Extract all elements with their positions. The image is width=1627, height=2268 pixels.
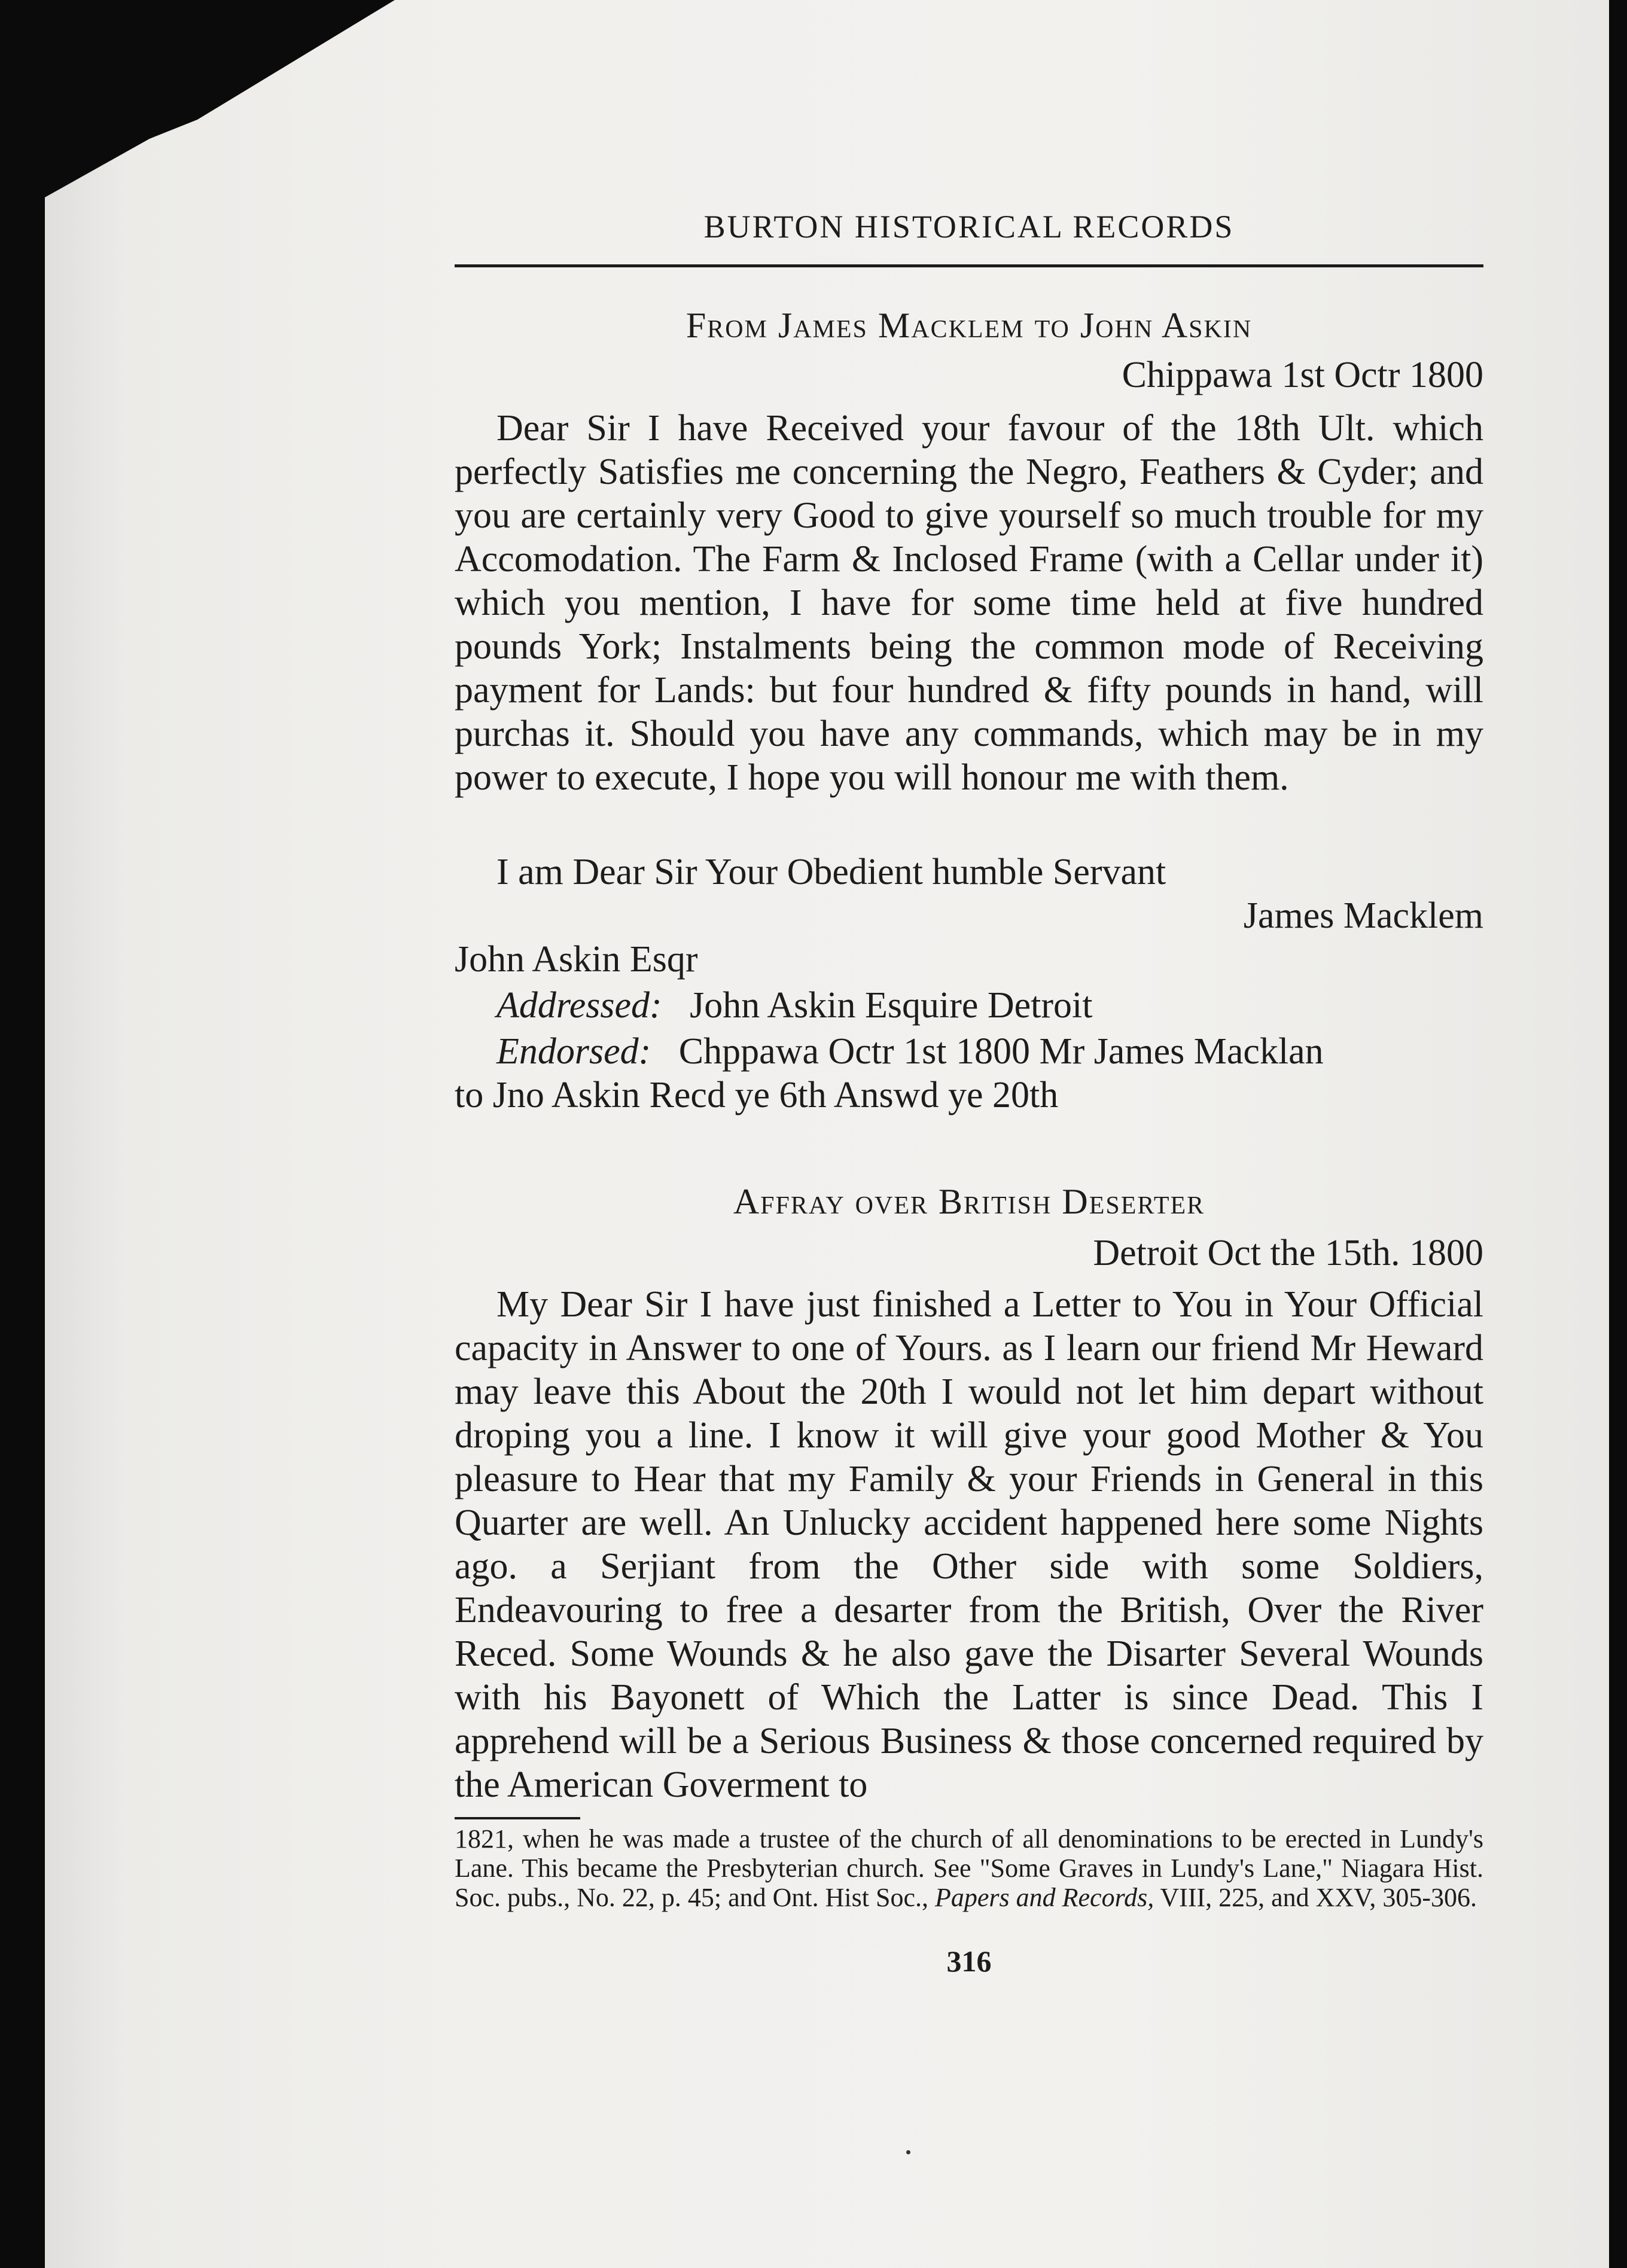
footnote bbox=[455, 1824, 1483, 1912]
letter1-addressed bbox=[496, 984, 1092, 1028]
addressed-text: John Askin Esquire Detroit bbox=[690, 985, 1093, 1026]
footnote-text-end: VIII, 225, and XXV, 305-306. bbox=[1154, 1883, 1477, 1912]
paper-speck bbox=[906, 2150, 910, 2154]
footnote-text: 1821, when he was made a trustee of the church of all denominations to be erected in Lundy's Lane. This became the Presbyterian church. See "Some Graves in Lundy's Lane," Niagara Hist. Soc. pubs., No. 22, p. 45; and Ont. Hist Soc., bbox=[455, 1824, 1483, 1912]
endorsed-text-1: Chppawa Octr 1st 1800 Mr James Macklan bbox=[678, 1031, 1324, 1072]
letter1-body: Dear Sir I have Received your favour of the 18th Ult. which perfectly Satisfies me concerning the Negro, Feathers & Cyder; and you are certainly very Good to give yourself so much trouble for my Accomodation. The Farm & Inclosed Frame (with a Cellar under it) which you mention, I have for some time held at five hundred pounds York; Instalments being the common mode of Receiving payment for Lands: but four hundred & fifty pounds in hand, will purchas it. Should you have any commands, which may be in my power to execute, I hope you will honour me with them. bbox=[455, 408, 1483, 798]
letter2-body: My Dear Sir I have just finished a Letter to You in Your Official capacity in Answer to one of Yours. as I learn our friend Mr Heward may leave this About the 20th I would not let him depart without droping you a line. I know it will give your good Mother & You pleasure to Hear that my Family & your Friends in General in this Quarter are well. An Unlucky accident happened here some Nights ago. a Serjiant from the Other side with some Soldiers, Endeavouring to free a desarter from the British, Over the River Reced. Some Wounds & he also gave the Disarter Several Wounds with his Bayonett of Which the Latter is since Dead. This I apprehend will be a Serious Business & those concerned required by the American Goverment to bbox=[455, 1284, 1483, 1805]
letter2-date: Detroit Oct the 15th. 1800 bbox=[1093, 1233, 1483, 1273]
endorsed-label: Endorsed: bbox=[496, 1031, 651, 1072]
letter1-recipient: John Askin Esqr bbox=[455, 939, 698, 980]
letter1-date: Chippawa 1st Octr 1800 bbox=[1122, 355, 1483, 395]
addressed-label: Addressed: bbox=[496, 985, 662, 1026]
letter1-endorsed bbox=[496, 1030, 1324, 1074]
page-number: 316 bbox=[946, 1944, 992, 1978]
header-rule bbox=[455, 264, 1483, 267]
letter2-heading: Affray over British Deserter bbox=[733, 1182, 1205, 1221]
running-head: BURTON HISTORICAL RECORDS bbox=[703, 209, 1235, 245]
footnote-rule bbox=[455, 1817, 580, 1819]
letter1-heading: From James Macklem to John Askin bbox=[685, 306, 1253, 345]
letter1-closing: I am Dear Sir Your Obedient humble Servant bbox=[496, 852, 1166, 892]
letter1-signature: James Macklem bbox=[1243, 895, 1483, 936]
footnote-italic: Papers and Records, bbox=[935, 1883, 1154, 1912]
letter1-endorsed-cont: to Jno Askin Recd ye 6th Answd ye 20th bbox=[455, 1075, 1059, 1115]
